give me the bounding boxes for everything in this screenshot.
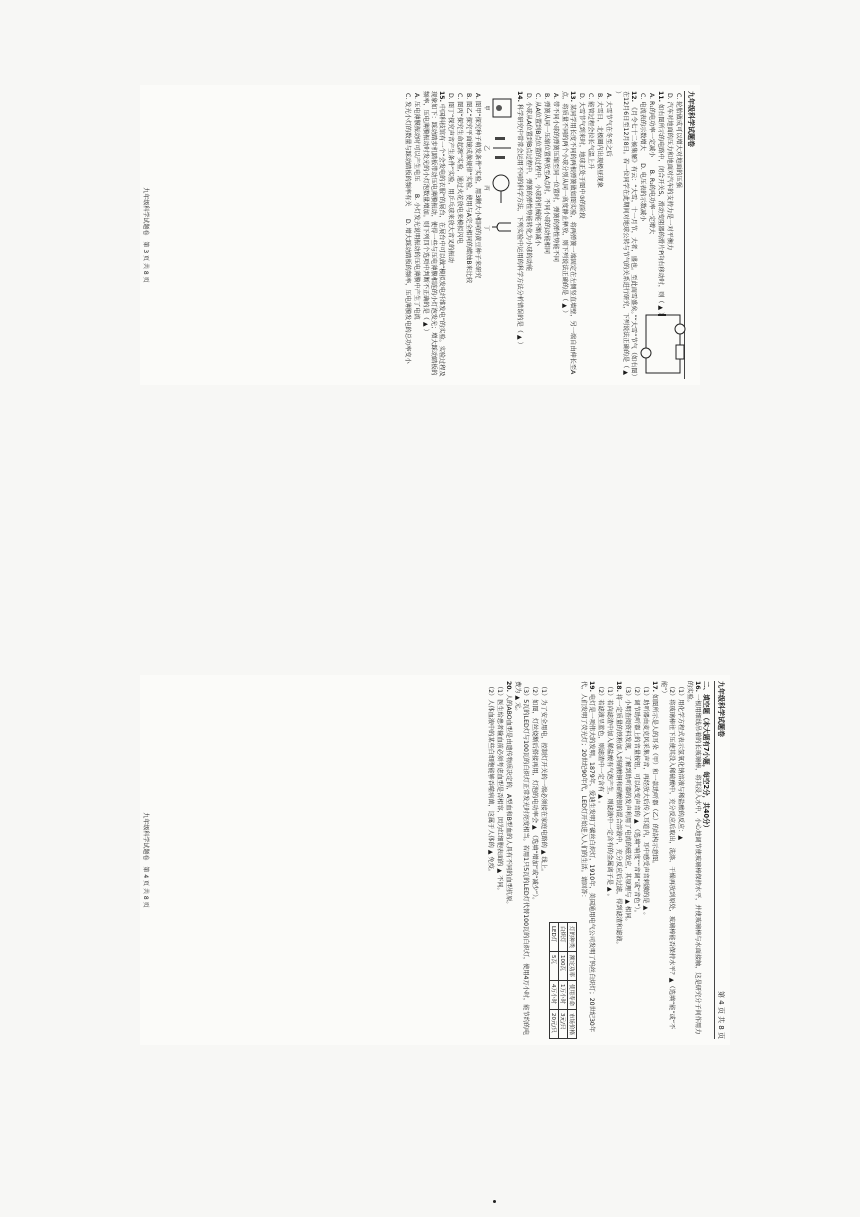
question-line: （1）为了安全用电，控制灯开关的一端必须接在家庭电路的 ▲ 线上。	[540, 683, 547, 876]
table-row: 白炽灯 100瓦 1万小时 3元/只	[559, 922, 568, 1038]
question-line: D. 大雪节气到来时，地球正处于图中③的阶段	[578, 93, 585, 219]
circuit-diagram-icon	[640, 309, 686, 379]
question-line: （1）若向滤渣中加入稀盐酸有气泡产生，则滤液中一定含有的金属离子是 ▲ 。	[606, 683, 613, 900]
scan-speck	[493, 1200, 496, 1203]
page-4-content	[140, 675, 730, 1045]
question-line: 12.《月令七十二候集解》有云：“大雪，十一月节，大者，盛也。至此而雪盛矣。”“大雪”节气（如右图）在12月6日至12月8日。若一位同学在此期间对地球公转与节气的关系进行研究，下列说法正确的是（ ▲ ）	[614, 91, 637, 377]
flask-apparatus-icon	[491, 171, 513, 205]
question-line: D. 图丁“探究声音产生条件”实验，用乒乓球来放大音叉的振动	[447, 93, 454, 263]
figure-bing: 丙	[483, 171, 513, 205]
page-3-footer: 九年级科学试题卷 第 3 页 共 8 页	[142, 187, 149, 283]
table-row: LED灯 5瓦 4万小时 20元/只	[550, 922, 559, 1038]
page-4-rotated-content	[140, 675, 730, 1045]
question-line: 11.如右图所示的电路中，闭合开关S，滑动变阻器的滑片P向右移动时，则（ ▲ ）	[657, 91, 664, 319]
question-line: （1）用化学方程式表示氢氧化钠溶液与稀盐酸的反应：▲	[677, 683, 684, 841]
question-line: A. 大雪节气在冬至之后	[605, 93, 612, 157]
table-header: 市场价格	[568, 1009, 577, 1038]
page-4-footer: 九年级科学试题卷 第 4 页 共 8 页	[142, 812, 149, 908]
question-line: A. 压电薄膜振动时可以产生电压 B. 小灯发光说明振动的压电薄膜中产生了电流	[413, 93, 420, 320]
question-line: 19.电灯是一项伟大的发明。1879年，爱迪生发明了碳丝白炽灯，1910年，美国通用电气公司发明了钨丝白炽灯；20世纪30年代，人们发明了荧光灯；20世纪90年代，LED灯开始进入人们的生活。请回答：	[580, 681, 595, 1033]
mirror-candle-icon	[491, 131, 513, 165]
question-line: A. 图甲“探究种子萌发条件”实验，用3颗大小相同的黄豆种子来研究	[474, 93, 481, 279]
seed-jar-icon	[491, 91, 513, 125]
question-line: 17.如图所示是人的耳朵（甲）和一款助听器（乙）的结构示意图。	[651, 681, 658, 868]
question-line: C. 从A位置到B点位置的过程中，小球的机械能不断减小	[534, 93, 541, 246]
figure-ding: 丁	[483, 211, 513, 245]
page-4-title: 九年级科学试题卷	[717, 681, 725, 737]
section-heading: 二、填空题（本大题有7小题，每空2分，共40分）	[702, 681, 710, 832]
figure-yi: 乙	[483, 131, 513, 165]
page-3-rotated-content	[140, 85, 700, 385]
question-line: B. 图乙“探究平面镜成像规律”实验，使用与A完全相同的蜡烛B来比较	[465, 93, 472, 284]
page-4-header	[714, 681, 726, 1039]
table-header: 额定功率	[568, 951, 577, 980]
question-line: （3）小明查阅资料发现，了解到助听器的发声利用了电流的磁效应，其原理与 ▲ 相同。	[624, 683, 631, 925]
question-line: （2）人体血液中的某些白细胞能够吞噬病菌，这属于人体的 ▲ 免疫。	[487, 683, 494, 876]
question-line: （3）5瓦的LED灯与100瓦的白炽灯正常发光时亮度相当。若用1只5瓦的LED灯代替100瓦的白炽灯，使用4万小时，能节约的电费为 ▲ 元。	[514, 681, 529, 1036]
page-4-page-label: 第 4 页 共 8 页	[717, 990, 725, 1039]
question-line: 20.人的ABO血型是由遗传物质决定的，A型血和B型血的人具有不同的血型抗原。	[505, 681, 512, 908]
question-line: （2）调节助听器上的音量按钮，可以改变声音的 ▲ （选填“响度”“音调”或“音色”）。	[633, 683, 640, 916]
table-header: 灯的种类	[568, 922, 577, 951]
question-line: （2）如图，灯丝烧断后搭接再用，灯泡的电功率会 ▲ （选填“增加”或“减少”）。	[531, 683, 538, 904]
lamp-comparison-table	[549, 922, 577, 1039]
question-line: （1）医生给患者输血前必须考虑血型是否相容，因为红细胞表面的 ▲ 不同。	[496, 683, 503, 894]
question-line: A. 带不同小球的弹簧压缩至同一位置时，弹簧的弹性势能不同	[552, 93, 559, 262]
question-line: A. R₁的电功率一定减小 B. R₂的电功率一定增大	[648, 93, 655, 235]
experiment-figures	[483, 91, 513, 379]
question-line: 13.某同学用长度不同的两根弹簧做如图实验，将两弹簧一端固定在左侧竖直墙壁，另一端自由伸长至A点，将质量不同的两个小球分别从同一高度静止释放，则下列说法正确的是（ ▲ ）	[561, 91, 576, 375]
question-line: B. 弹簧从同一压缩位置释放至A点时，不同小球的动能相同	[543, 93, 550, 254]
question-line: C. 发光小灯的数量与踩动踏板的频率有关 D. 增大踩动踏板的频率，压电薄膜发电的总功率变小	[404, 93, 411, 364]
question-line: D. 汽车对地面的压力和地面对汽车的支持力是一对平衡力	[666, 93, 673, 251]
question-line: 15.中国科技馆有一个“会发电的衣服”的展台，在展台中可以做“模拟发电纤维发电”的实验。实验过程及现象如下：踩动踏步机踏板带动压电薄膜振动，使得一些与压电薄膜相连的小灯泡发光；增大踩动踏板的频率，压电薄膜振动时发光的小灯泡数量增加。则下列四个选项中判断不正确的是（ ▲ ）	[422, 91, 445, 377]
question-line: C. 电流表的示数增大 D. 电压表的示数减小	[639, 93, 646, 222]
table-header: 使用寿命	[568, 980, 577, 1009]
question-line: C. 能管过程会拉长气温上升	[587, 93, 594, 170]
question-line: D. 小球从A位置到B点过程中，弹簧的弹性势能转化为小球的动能	[525, 93, 532, 272]
page-3-content	[140, 85, 700, 385]
question-line: 16.一根用细线吊着的长玻璃棒，将其浸入水中，小心地调节使玻璃棒保持水平，并使玻璃棒与水面接触，这是研究分子间作用力的实验。	[686, 681, 701, 1035]
question-line: 14.科学研究中常常会运用不同的科学方法，下列实验中运用的科学方法分析错误的是（ ▲ ）	[516, 91, 523, 348]
tuning-fork-icon	[491, 211, 513, 245]
question-line: （2）将玻璃棒往下压使其没入稀硫酸中，充分反应后取出，洗涤、干燥再放到原处，玻璃棒能否保持水平？▲（选填“能”或“不能”）	[660, 681, 675, 1030]
figure-jia: 甲	[483, 91, 513, 125]
question-line: C. 图丙“探究生命起源”实验，通过火花放电来模拟闪电	[456, 93, 463, 244]
question-line: （1）助听器由麦克风采集声音，再经放大后传入耳道内，耳中感受声音刺激的是 ▲ 。	[642, 683, 649, 919]
question-line: （2）若滤液呈蓝色，则滤渣中一定含有 ▲ 。	[597, 683, 604, 808]
question-line: B. 大雪日，北极圈内出现极昼现象	[596, 93, 603, 188]
question-line: C. 轮胎做成可以增大对地面的压强	[675, 93, 682, 188]
question-line: 18.将一定质量的铁粉加入到硝酸铜和硝酸银的混合溶液中，充分反应后过滤，得到滤渣和滤液。	[615, 681, 622, 948]
page-3-title: 九年级科学试题卷	[687, 91, 695, 147]
exam-page-4	[140, 675, 730, 1045]
exam-page-3	[140, 85, 700, 385]
